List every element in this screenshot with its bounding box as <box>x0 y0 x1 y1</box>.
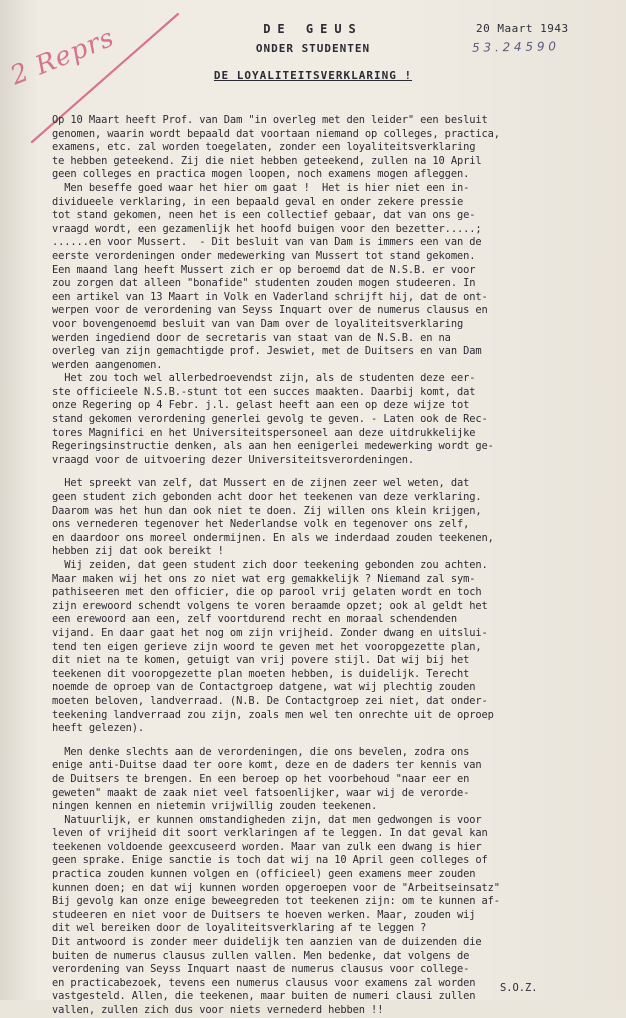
article-paragraph <box>52 477 622 735</box>
text-line: vraagd wordt, een gezamenlijk het hoofd buigen voor den bezetter.....; <box>52 222 482 235</box>
text-line: genomen, waarin wordt bepaald dat voortaan niemand op colleges, practica, <box>52 127 500 140</box>
text-line: leven of vrijheid dit soort verklaringen af te leggen. In dat geval kan <box>52 827 488 840</box>
text-line: ons vernederen tegenover het Nederlandse volk en tegenover ons zelf, <box>52 518 470 531</box>
text-line: geen colleges en practica mogen loopen, noch examens mogen afleggen. <box>52 168 470 181</box>
text-line: Maar maken wij het ons zo niet wat erg gemakkelijk ? Niemand zal sym- <box>52 572 476 585</box>
text-line: overleg van zijn gemachtigde prof. Jeswiet, met de Duitsers en van Dam <box>52 345 482 358</box>
text-line: Bij gevolg kan onze enige beweegreden tot teekenen zijn: om te kunnen af- <box>52 895 500 908</box>
text-line: geen sprake. Enige sanctie is toch dat wij na 10 April geen colleges of <box>52 854 488 867</box>
article-paragraph <box>52 182 622 372</box>
text-line: en practicabezoek, tevens een numerus clausus voor examens zal worden <box>52 976 476 989</box>
text-line: stand gekomen verordening generlei gevolg te geven. - Laten ook de Rec- <box>52 413 488 426</box>
text-line: practica zouden kunnen volgen en (officieel) geen examens meer zouden <box>52 868 476 881</box>
text-line: Het spreekt van zelf, dat Mussert en de zijnen zeer wel weten, dat <box>52 477 470 490</box>
text-line: Men beseffe goed waar het hier om gaat ! Het is hier niet een in- <box>52 181 470 194</box>
text-line: werpen voor de verordening van Seyss Inquart over de numerus clausus en <box>52 304 488 317</box>
text-line: een erewoord aan een, zelf voortdurend recht en moraal schendenden <box>52 613 457 626</box>
text-line: noemde de oproep van de Contactgroep datgene, wat wij plechtig zouden <box>52 681 476 694</box>
text-line: teekenen dit vooropgezette plan moeten hebben, is duidelijk. Terecht <box>52 667 470 680</box>
text-line: tores Magnifici en het Universiteitspersoneel aan deze uitdrukkelijke <box>52 426 476 439</box>
text-line: tend ten eigen gerieve zijn woord te geven met het vooropgezette plan, <box>52 640 482 653</box>
text-line: buiten de numerus clausus zullen vallen. Men bedenke, dat volgens de <box>52 949 470 962</box>
text-line: werden aangenomen. <box>52 358 163 371</box>
text-line: onze Regering op 4 Febr. j.l. gelast heeft aan een op deze wijze tot <box>52 399 470 412</box>
text-line: vraagd voor de uitvoering dezer Universiteitsverordeningen. <box>52 453 415 466</box>
text-line: kunnen doen; en dat wij kunnen worden opgeroepen voor de "Arbeitseinsatz" <box>52 881 500 894</box>
text-line: ningen kennen en nietemin vrijwillig zouden teekenen. <box>52 800 378 813</box>
text-line: Natuurlijk, er kunnen omstandigheden zijn, dat men gedwongen is voor <box>52 813 482 826</box>
text-line: te hebben geteekend. Zij die niet hebben geteekend, zullen na 10 April <box>52 154 482 167</box>
text-line: en daardoor ons moreel ondermijnen. En als we inderdaad zouden teekenen, <box>52 531 494 544</box>
text-line: hebben zij dat ook bereikt ! <box>52 545 224 558</box>
text-line: zou zorgen dat alleen "bonafide" studenten zouden mogen studeeren. In <box>52 277 476 290</box>
article-paragraph <box>52 114 622 182</box>
article-paragraph <box>52 746 622 1018</box>
paragraph-gap <box>52 467 622 477</box>
newspaper-subtitle: ONDER STUDENTEN <box>255 42 371 55</box>
archive-reference-number: 5 3 . 2 4 5 9 0 <box>471 39 557 55</box>
article-heading: DE LOYALITEITSVERKLARING ! <box>213 69 413 82</box>
text-line: examens, etc. zal worden toegelaten, zonder een loyaliteitsverklaring <box>52 141 476 154</box>
signature: S.O.Z. <box>500 982 538 994</box>
text-line: teekenen voldoende geexcuseerd worden. Maar van zulk een dwang is hier <box>52 840 482 853</box>
red-pencil-annotation: 2 Reprs <box>6 22 119 92</box>
text-line: dit wel bereiken door de loyaliteitsverklaring af te leggen ? <box>52 922 427 935</box>
text-line: eerste verordeningen onder medewerking van Mussert tot stand gekomen. <box>52 249 476 262</box>
text-line: dividueele verklaring, in een bepaald geval en onder zekere pressie <box>52 195 464 208</box>
text-line: pathiseeren met den officier, die op parool vrij gelaten wordt en toch <box>52 586 482 599</box>
article-body <box>52 114 622 1018</box>
text-line: Wij zeiden, dat geen student zich door teekening gebonden zou achten. <box>52 559 488 571</box>
text-line: ste officieele N.S.B.-stunt tot een succes maakten. Daarbij komt, dat <box>52 385 476 398</box>
text-line: de Duitsers te brengen. En een beroep op het voorbehoud "naar eer en <box>52 772 470 785</box>
text-line: Dit antwoord is zonder meer duidelijk ten aanzien van de duizenden die <box>52 936 482 949</box>
text-line: Op 10 Maart heeft Prof. van Dam "in overleg met den leider" een besluit <box>52 114 488 126</box>
text-line: Men denke slechts aan de verordeningen, die ons bevelen, zodra ons <box>52 745 470 758</box>
text-line: geen student zich gebonden acht door het teekenen van deze verklaring. <box>52 491 482 504</box>
document-date: 20 Maart 1943 <box>476 22 569 35</box>
text-line: moeten beloven, landverraad. (N.B. De Contactgroep zei niet, dat onder- <box>52 694 488 707</box>
text-line: Daarom was het hun dan ook niet te doen. Zij willen ons klein krijgen, <box>52 504 482 517</box>
text-line: vallen, zullen zich dus voor niets vernederd hebben !! <box>52 1004 384 1016</box>
text-line: heeft gelezen). <box>52 722 145 735</box>
newspaper-title: DE GEUS <box>263 22 363 36</box>
text-line: zijn erewoord schendt volgens te voren beraamde opzet; ook al geldt het <box>52 599 488 612</box>
text-line: tot stand gekomen, neen het is een collectief gebaar, dat van ons ge- <box>52 209 476 222</box>
text-line: ......en voor Mussert. - Dit besluit van van Dam is immers een van de <box>52 236 482 249</box>
text-line: Het zou toch wel allerbedroevendst zijn, als de studenten deze eer- <box>52 372 476 385</box>
text-line: werden ingediend door de secretaris van staat van de N.S.B. en na <box>52 331 451 344</box>
text-line: Een maand lang heeft Mussert zich er op beroemd dat de N.S.B. er voor <box>52 263 476 276</box>
text-line: een artikel van 13 Maart in Volk en Vaderland schrijft hij, dat de ont- <box>52 290 488 303</box>
text-line: studeeren en niet voor de Duitsers te hoeven werken. Maar, zouden wij <box>52 908 476 921</box>
article-paragraph <box>52 372 622 467</box>
text-line: Regeringsinstructie denken, als aan hen eenigerlei medewerking wordt ge- <box>52 440 494 453</box>
text-line: vijand. En daar gaat het nog om zijn vrijheid. Zonder dwang en uitslui- <box>52 626 488 639</box>
paragraph-gap <box>52 736 622 746</box>
text-line: dit niet na te komen, getuigt van vrij povere stijl. Dat wij bij het <box>52 654 470 667</box>
text-line: verordening van Seyss Inquart naast de numerus clausus voor college- <box>52 963 470 976</box>
text-line: enige anti-Duitse daad ter oore komt, deze en de daders ter kennis van <box>52 759 482 772</box>
text-line: voor bovengenoemd besluit van van Dam over de loyaliteitsverklaring <box>52 317 464 330</box>
text-line: geweten" maakt de zaak niet veel fatsoenlijker, waar wij de verorde- <box>52 786 470 799</box>
text-line: teekening landverraad zou zijn, zoals men wel ten onrechte uit de oproep <box>52 708 494 721</box>
text-line: vastgesteld. Allen, die teekenen, maar buiten de numeri clausi zullen <box>52 990 476 1003</box>
